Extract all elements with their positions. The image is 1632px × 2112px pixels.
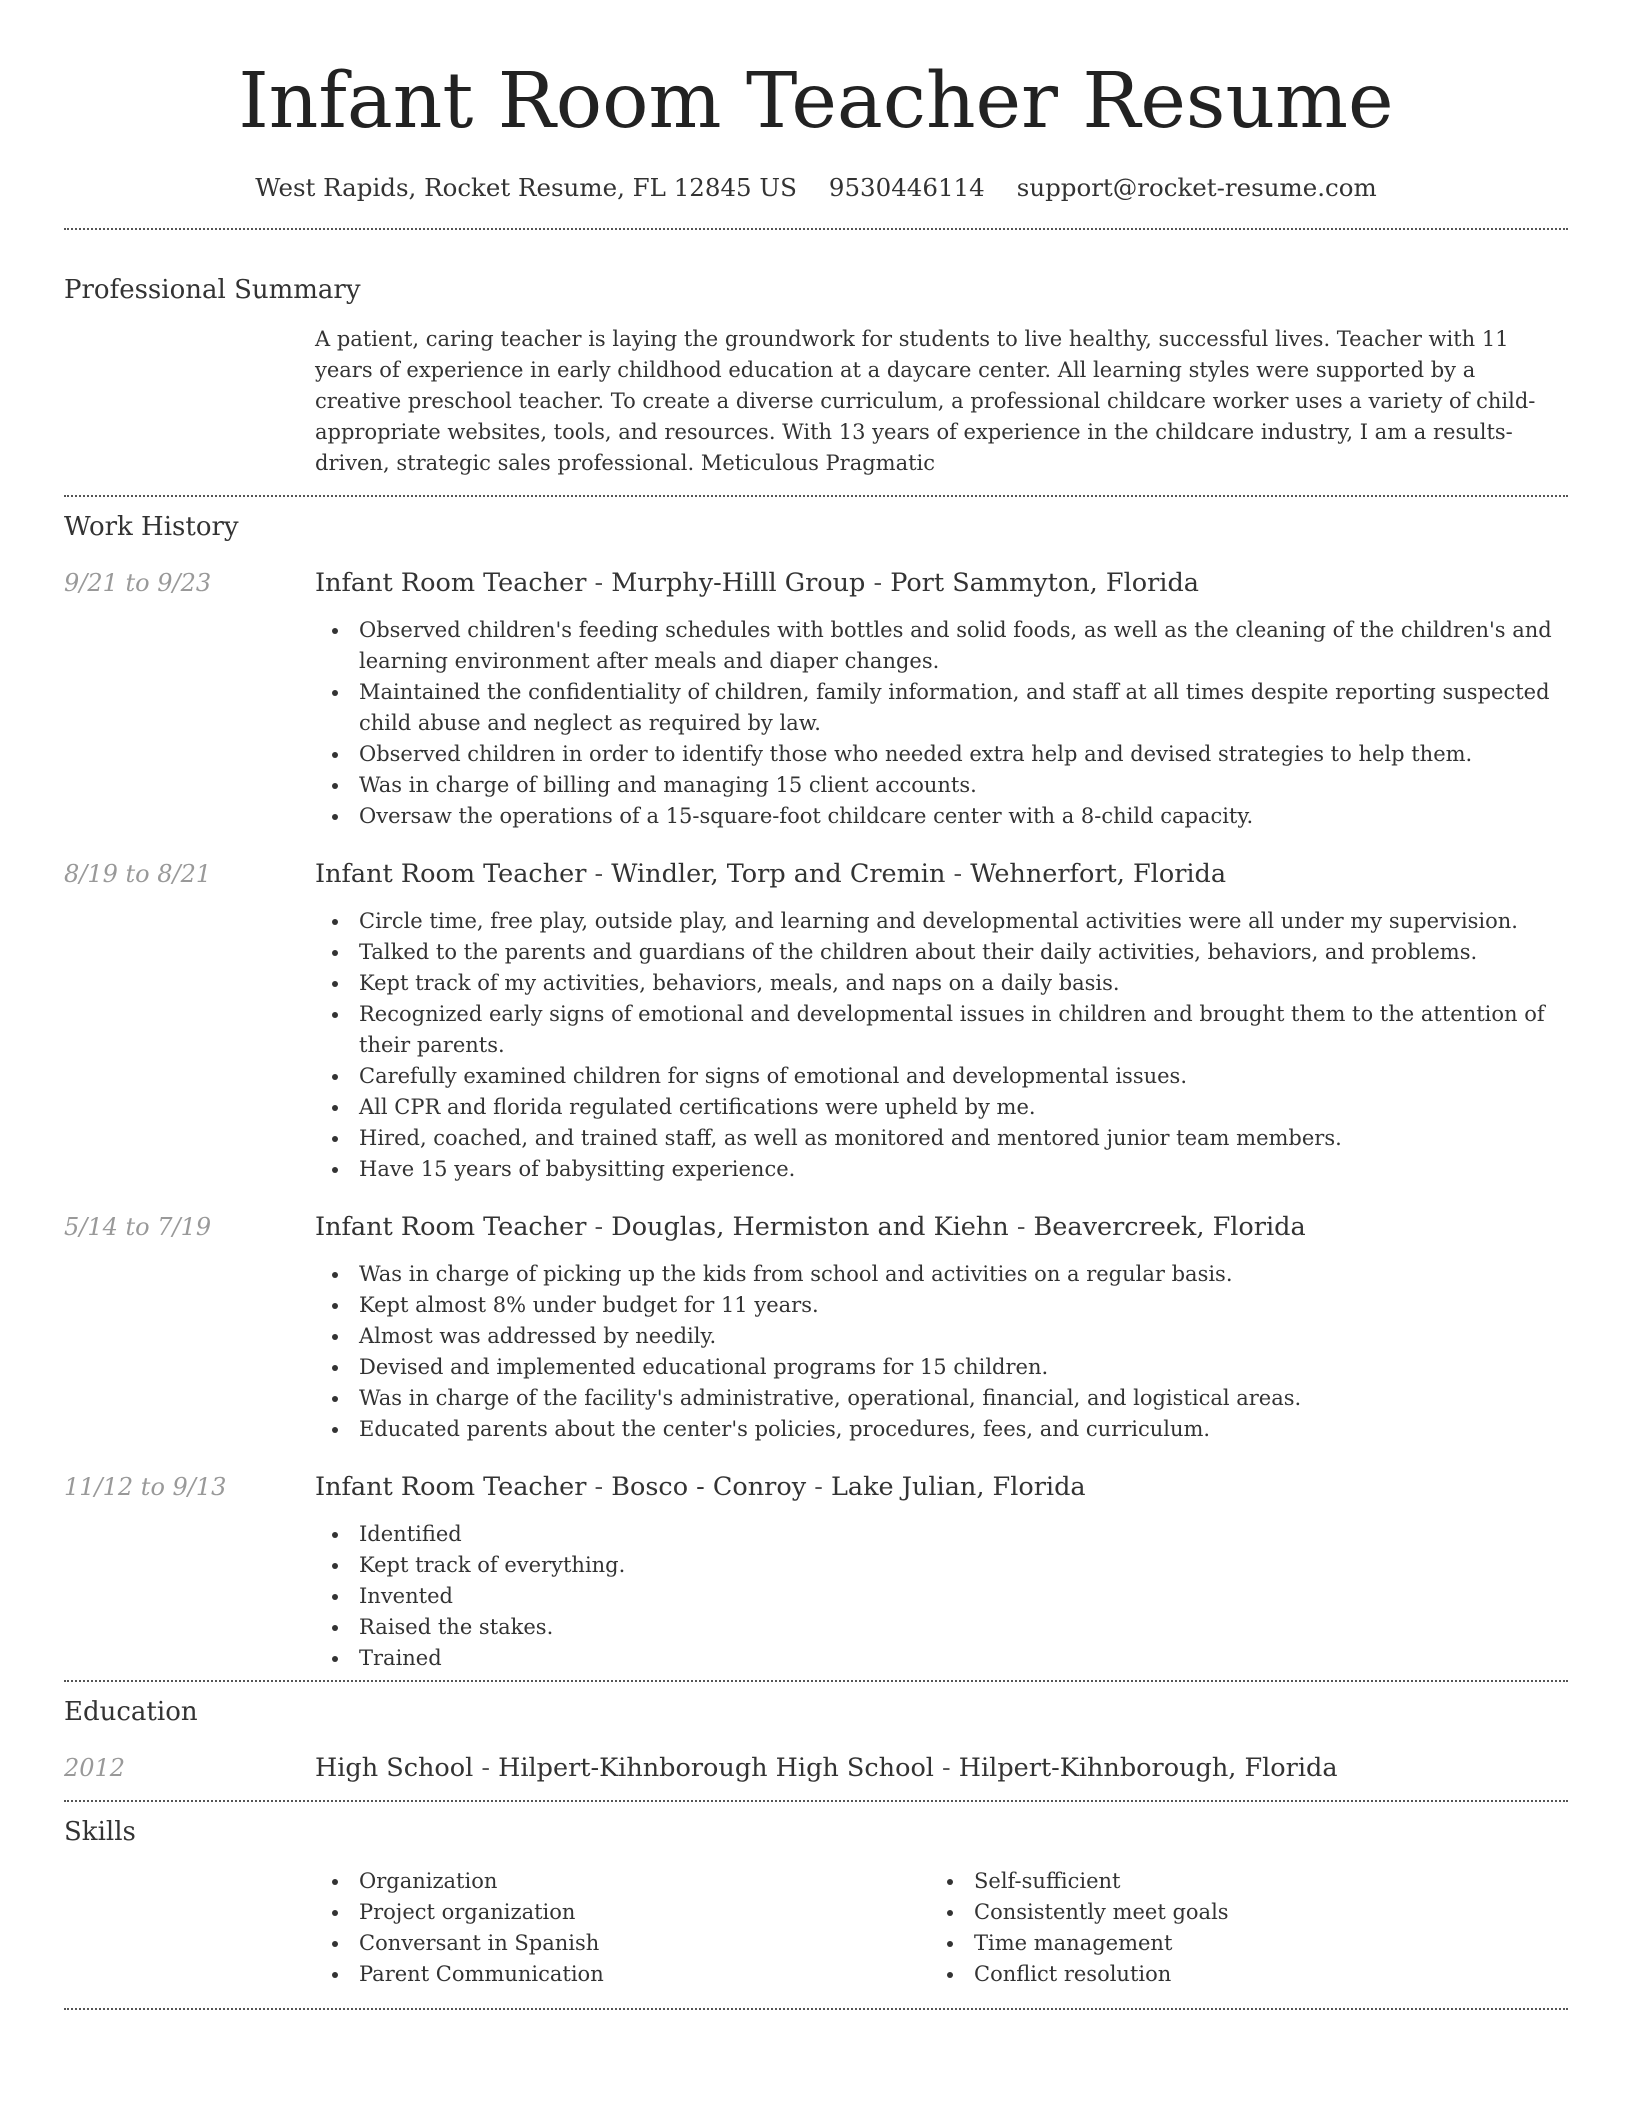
list-item: Circle time, free play, outside play, and learning and developmental activities were all under my supervision.	[315, 906, 1568, 937]
list-item: Trained	[315, 1643, 1568, 1674]
job-location: Port Sammyton, Florida	[890, 568, 1199, 598]
skills-section	[64, 1812, 1568, 1990]
job-company: Bosco - Conroy	[611, 1472, 807, 1502]
job-title: Infant Room Teacher	[315, 859, 587, 889]
skills-list-right	[930, 1866, 1545, 1990]
job-location: Wehnerfort, Florida	[970, 859, 1227, 889]
skill-item: Consistently meet goals	[930, 1897, 1545, 1928]
skill-item: Conflict resolution	[930, 1959, 1545, 1990]
education-entry	[64, 1750, 1568, 1786]
divider	[64, 228, 1568, 230]
list-item: Devised and implemented educational programs for 15 children.	[315, 1352, 1568, 1383]
list-item: Observed children's feeding schedules with bottles and solid foods, as well as the cleaning of the children's and learning environment after meals and diaper changes.	[315, 615, 1568, 677]
resume-title: Infant Room Teacher Resume	[238, 57, 1394, 146]
contact-address: West Rapids, Rocket Resume, FL 12845 US	[255, 173, 797, 202]
list-item: Talked to the parents and guardians of the children about their daily activities, behaviors, and problems.	[315, 937, 1568, 968]
list-item: Educated parents about the center's policies, procedures, fees, and curriculum.	[315, 1414, 1568, 1445]
list-item: Kept track of everything.	[315, 1550, 1568, 1581]
list-item: Recognized early signs of emotional and developmental issues in children and brought them to the attention of their parents.	[315, 999, 1568, 1061]
skill-item: Time management	[930, 1928, 1545, 1959]
job-title: Infant Room Teacher	[315, 1212, 587, 1242]
contact-email: support@rocket-resume.com	[1016, 173, 1377, 202]
education-date: 2012	[64, 1754, 126, 1782]
list-item: Almost was addressed by needily.	[315, 1321, 1568, 1352]
job-location: Lake Julian, Florida	[830, 1472, 1086, 1502]
job-company: Murphy-Hilll Group	[611, 568, 866, 598]
list-item: Kept track of my activities, behaviors, meals, and naps on a daily basis.	[315, 968, 1568, 999]
divider	[64, 495, 1568, 497]
list-item: Have 15 years of babysitting experience.	[315, 1154, 1568, 1185]
job-date: 8/19 to 8/21	[64, 860, 212, 888]
list-item: Invented	[315, 1581, 1568, 1612]
job-title-line: Infant Room Teacher - Bosco - Conroy - Lake Julian, Florida	[315, 1472, 1086, 1502]
skill-item: Project organization	[315, 1897, 930, 1928]
skill-item: Parent Communication	[315, 1959, 930, 1990]
job-company: Windler, Torp and Cremin	[611, 859, 946, 889]
summary-section	[64, 270, 1568, 479]
education-heading: Education	[64, 1697, 198, 1727]
list-item: Oversaw the operations of a 15-square-foot childcare center with a 8-child capacity.	[315, 801, 1568, 832]
education-degree: High School	[315, 1753, 474, 1783]
list-item: Maintained the confidentiality of children, family information, and staff at all times despite reporting suspected child abuse and neglect as required by law.	[315, 677, 1568, 739]
education-line: High School - Hilpert-Kihnborough High School - Hilpert-Kihnborough, Florida	[315, 1753, 1338, 1783]
list-item: Was in charge of billing and managing 15 client accounts.	[315, 770, 1568, 801]
job-bullets	[315, 1519, 1568, 1674]
work-history-heading: Work History	[64, 512, 239, 542]
divider	[64, 1800, 1568, 1802]
list-item: Raised the stakes.	[315, 1612, 1568, 1643]
job-date: 9/21 to 9/23	[64, 569, 212, 597]
contact-phone: 9530446114	[828, 173, 985, 202]
education-school: Hilpert-Kihnborough High School	[498, 1753, 934, 1783]
skill-item: Organization	[315, 1866, 930, 1897]
job-entry	[64, 565, 1568, 832]
job-bullets	[315, 1259, 1568, 1445]
job-title-line: Infant Room Teacher - Murphy-Hilll Group - Port Sammyton, Florida	[315, 568, 1199, 598]
job-date: 5/14 to 7/19	[64, 1213, 212, 1241]
job-entry	[64, 1469, 1568, 1674]
skill-item: Self-sufficient	[930, 1866, 1545, 1897]
list-item: Was in charge of the facility's administrative, operational, financial, and logistical areas.	[315, 1383, 1568, 1414]
list-item: Hired, coached, and trained staff, as well as monitored and mentored junior team members.	[315, 1123, 1568, 1154]
list-item: Carefully examined children for signs of emotional and developmental issues.	[315, 1061, 1568, 1092]
job-entry	[64, 856, 1568, 1185]
job-date: 11/12 to 9/13	[64, 1473, 227, 1501]
job-title: Infant Room Teacher	[315, 568, 587, 598]
education-section	[64, 1692, 1568, 1786]
summary-heading: Professional Summary	[64, 275, 361, 305]
skills-list-left	[315, 1866, 930, 1990]
divider	[64, 1680, 1568, 1682]
job-company: Douglas, Hermiston and Kiehn	[611, 1212, 1009, 1242]
job-bullets	[315, 615, 1568, 832]
job-title-line: Infant Room Teacher - Windler, Torp and Cremin - Wehnerfort, Florida	[315, 859, 1227, 889]
contact-line	[64, 170, 1568, 206]
work-history-section	[64, 507, 1568, 1674]
list-item: Was in charge of picking up the kids from school and activities on a regular basis.	[315, 1259, 1568, 1290]
skills-heading: Skills	[64, 1817, 136, 1847]
summary-text: A patient, caring teacher is laying the groundwork for students to live healthy, successful lives. Teacher with 11 years of experience in early childhood education at a daycare center. All learning styles were supported by a creative preschool teacher. To create a diverse curriculum, a professional childcare worker uses a variety of child-appropriate websites, tools, and resources. With 13 years of experience in the childcare industry, I am a results-driven, strategic sales professional. Meticulous Pragmatic	[315, 327, 1536, 475]
job-entry	[64, 1209, 1568, 1445]
job-title-line: Infant Room Teacher - Douglas, Hermiston and Kiehn - Beavercreek, Florida	[315, 1212, 1306, 1242]
list-item: Observed children in order to identify those who needed extra help and devised strategies to help them.	[315, 739, 1568, 770]
divider	[64, 2008, 1568, 2010]
job-title: Infant Room Teacher	[315, 1472, 587, 1502]
education-location: Hilpert-Kihnborough, Florida	[958, 1753, 1338, 1783]
skill-item: Conversant in Spanish	[315, 1928, 930, 1959]
list-item: Kept almost 8% under budget for 11 years.	[315, 1290, 1568, 1321]
list-item: All CPR and florida regulated certifications were upheld by me.	[315, 1092, 1568, 1123]
job-location: Beavercreek, Florida	[1033, 1212, 1306, 1242]
resume-page	[64, 0, 1568, 2010]
job-bullets	[315, 906, 1568, 1185]
list-item: Identified	[315, 1519, 1568, 1550]
